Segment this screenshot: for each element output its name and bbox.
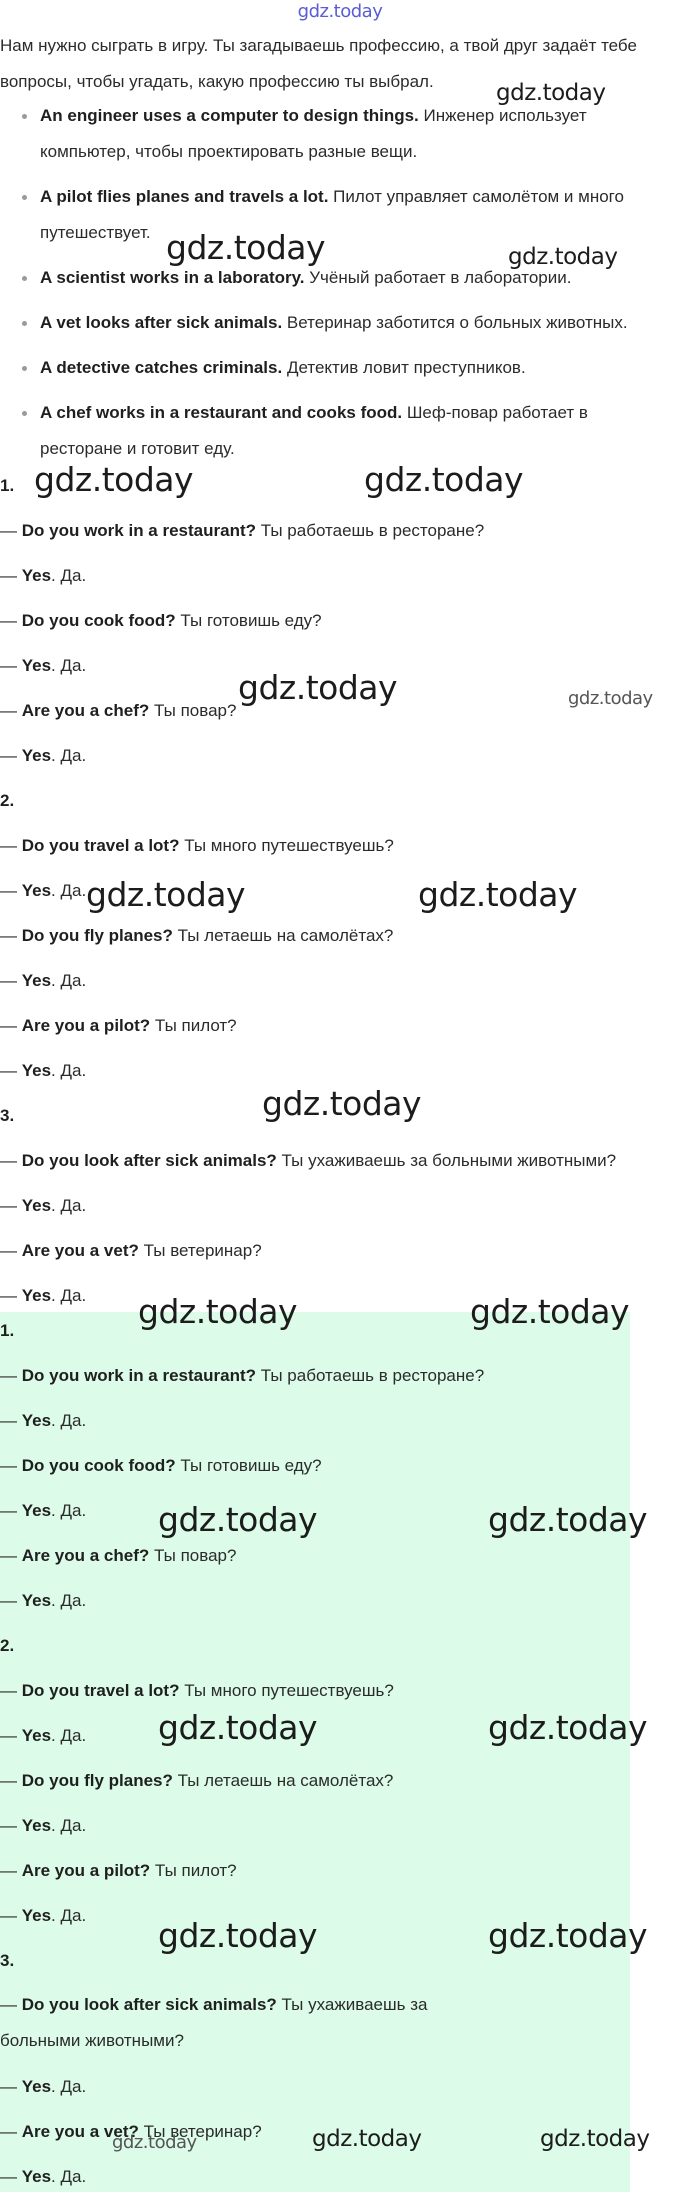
dialogue-line: — Yes. Да. — [0, 2167, 87, 2186]
dialogue-line: — Do you cook food? Ты готовишь еду? — [0, 611, 322, 630]
dialogue-line: — Yes. Да. — [0, 881, 87, 900]
task-intro: Нам нужно сыграть в игру. Ты загадываешь профессию, а твой друг задаёт тебе вопросы, чтобы угадать, какую профессию ты выбрал. — [0, 36, 637, 91]
watermark: gdz.today — [568, 688, 653, 709]
watermark: gdz.today — [86, 875, 246, 914]
watermark: gdz.today — [312, 2126, 422, 2152]
bullet-icon — [22, 114, 27, 119]
bullet-icon — [22, 321, 27, 326]
vocabulary-item: A vet looks after sick animals. Ветеринар заботится о больных животных. — [22, 305, 662, 341]
watermark: gdz.today — [470, 1292, 630, 1331]
watermark: gdz.today — [158, 1500, 318, 1539]
dialogue-line: — Do you work in a restaurant? Ты работаешь в ресторане? — [0, 1366, 485, 1385]
dialogue-line: — Yes. Да. — [0, 656, 87, 675]
dialogue-line: — Do you look after sick animals? Ты ухаживаешь за больными животными? — [0, 1995, 428, 2050]
dialogue-line: — Yes. Да. — [0, 1061, 87, 1080]
site-logo[interactable]: gdz.today — [297, 1, 383, 22]
dialogue-line: — Yes. Да. — [0, 971, 87, 990]
bullet-icon — [22, 276, 27, 281]
dialogue-line: — Are you a vet? Ты ветеринар? — [0, 1241, 262, 1260]
dialogue-line: — Yes. Да. — [0, 1196, 87, 1215]
watermark: gdz.today — [166, 228, 326, 267]
dialogue-line: — Yes. Да. — [0, 1816, 87, 1835]
vocabulary-item: A chef works in a restaurant and cooks food. Шеф-повар работает в ресторане и готовит еду. — [22, 395, 662, 467]
bullet-icon — [22, 411, 27, 416]
dialogue-line: — Are you a pilot? Ты пилот? — [0, 1861, 237, 1880]
dialogue-line: — Yes. Да. — [0, 566, 87, 585]
dialogue-number: 2. — [0, 791, 15, 810]
watermark: gdz.today — [158, 1916, 318, 1955]
watermark: gdz.today — [496, 80, 606, 106]
dialogue-number: 1. — [0, 476, 15, 495]
watermark: gdz.today — [34, 460, 194, 499]
dialogue-line: — Are you a chef? Ты повар? — [0, 1546, 237, 1565]
watermark: gdz.today — [508, 244, 618, 270]
dialogue-number: 3. — [0, 1951, 15, 1970]
watermark: gdz.today — [488, 1916, 648, 1955]
dialogue-line: — Are you a vet? Ты ветеринар? — [0, 2122, 262, 2141]
dialogue-line: — Do you look after sick animals? Ты ухаживаешь за больными животными? — [0, 1151, 617, 1170]
vocabulary-item: A pilot flies planes and travels a lot. Пилот управляет самолётом и много путешествует. — [22, 179, 662, 251]
watermark: gdz.today — [138, 1292, 298, 1331]
dialogue-line: — Do you fly planes? Ты летаешь на самолётах? — [0, 1771, 394, 1790]
bullet-icon — [22, 366, 27, 371]
dialogue-line: — Yes. Да. — [0, 1286, 87, 1305]
dialogues — [0, 463, 660, 1318]
dialogue-line: — Yes. Да. — [0, 746, 87, 765]
bullet-icon — [22, 195, 27, 200]
watermark: gdz.today — [418, 875, 578, 914]
watermark: gdz.today — [158, 1708, 318, 1747]
dialogue-line: — Are you a pilot? Ты пилот? — [0, 1016, 237, 1035]
vocabulary-item: A detective catches criminals. Детектив ловит преступников. — [22, 350, 662, 386]
watermark: gdz.today — [112, 2132, 197, 2153]
dialogue-number: 3. — [0, 1106, 15, 1125]
dialogue-line: — Are you a chef? Ты повар? — [0, 701, 237, 720]
dialogue-line: — Yes. Да. — [0, 1591, 87, 1610]
dialogue-line: — Yes. Да. — [0, 1411, 87, 1430]
dialogue-line: — Do you travel a lot? Ты много путешествуешь? — [0, 1681, 394, 1700]
vocabulary-item: A scientist works in a laboratory. Учёный работает в лаборатории. — [22, 260, 662, 296]
vocabulary-item: An engineer uses a computer to design things. Инженер использует компьютер, чтобы проектировать разные вещи. — [22, 98, 662, 170]
watermark: gdz.today — [364, 460, 524, 499]
watermark: gdz.today — [488, 1708, 648, 1747]
dialogue-number: 2. — [0, 1636, 15, 1655]
watermark: gdz.today — [262, 1084, 422, 1123]
watermark: gdz.today — [488, 1500, 648, 1539]
dialogue-line: — Yes. Да. — [0, 2077, 87, 2096]
dialogue-line: — Yes. Да. — [0, 1906, 87, 1925]
watermark: gdz.today — [238, 668, 398, 707]
vocabulary-list — [22, 98, 662, 476]
dialogue-line: — Do you travel a lot? Ты много путешествуешь? — [0, 836, 394, 855]
dialogue-line: — Yes. Да. — [0, 1501, 87, 1520]
dialogue-line: — Do you cook food? Ты готовишь еду? — [0, 1456, 322, 1475]
answer-dialogues — [0, 1308, 660, 2199]
dialogue-number: 1. — [0, 1321, 15, 1340]
dialogue-line: — Do you fly planes? Ты летаешь на самолётах? — [0, 926, 394, 945]
dialogue-line: — Yes. Да. — [0, 1726, 87, 1745]
dialogue-line: — Do you work in a restaurant? Ты работаешь в ресторане? — [0, 521, 485, 540]
watermark: gdz.today — [540, 2126, 650, 2152]
